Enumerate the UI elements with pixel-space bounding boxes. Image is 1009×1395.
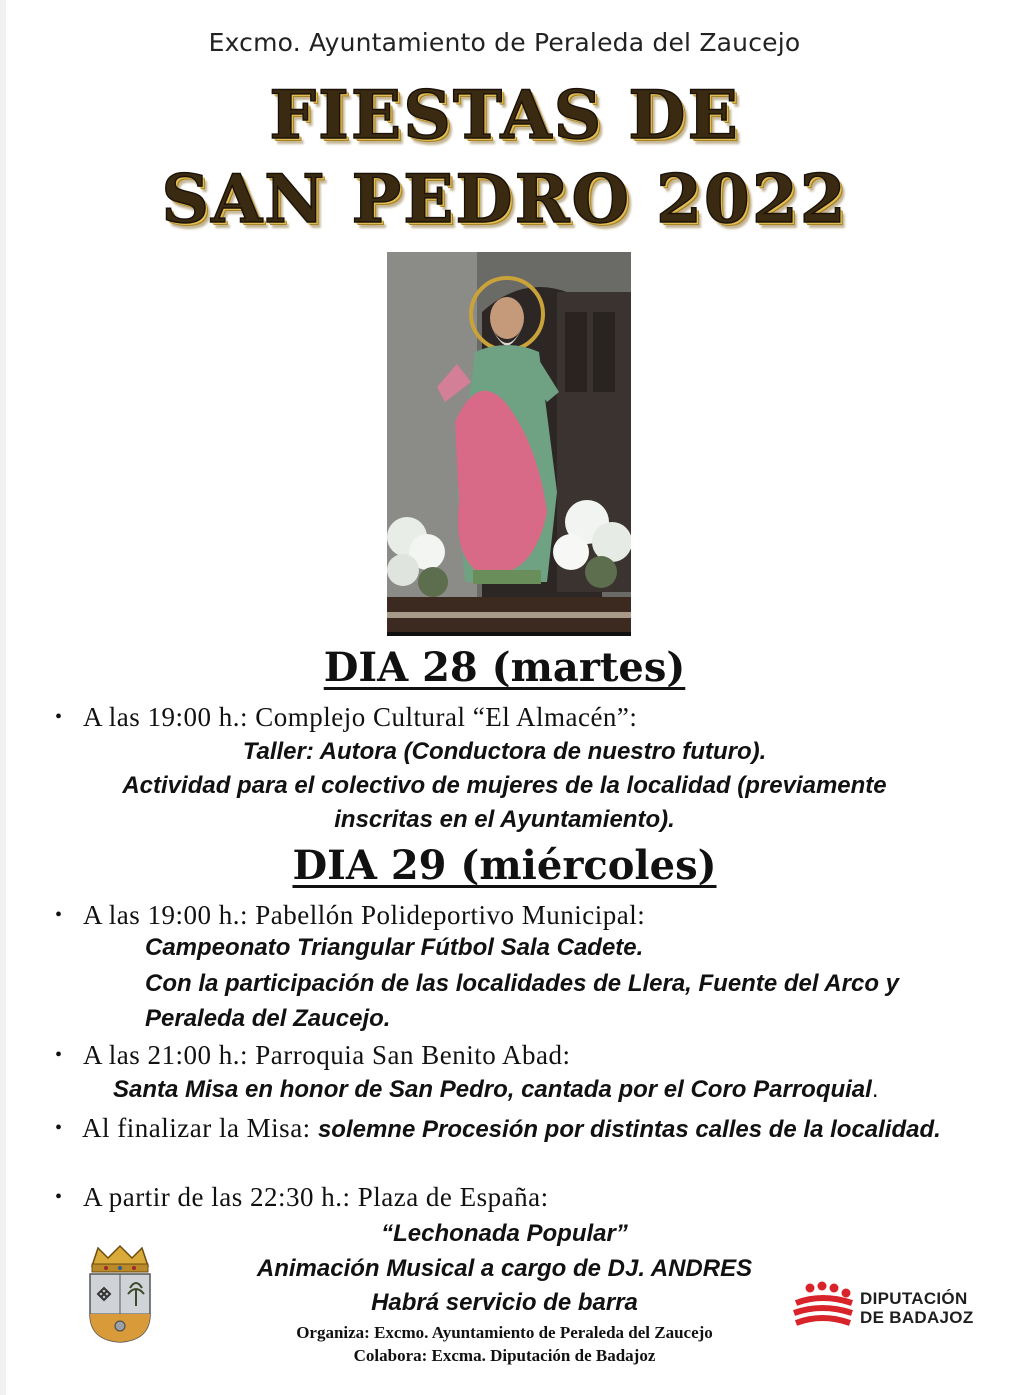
day-29-item — [55, 1040, 975, 1071]
day-29-heading: DIA 29 (miércoles) — [292, 842, 717, 889]
event-detail: Habrá servicio de barra — [371, 1289, 638, 1316]
event-detail: Santa Misa en honor de San Pedro, cantada por el Coro Parroquial. — [113, 1076, 879, 1103]
photo-underline — [387, 632, 631, 636]
organizer-credit: Organiza: Excmo. Ayuntamiento de Peraleda del Zaucejo — [296, 1323, 713, 1342]
event-time-location: A las 19:00 h.: Complejo Cultural “El Almacén”: — [83, 702, 638, 732]
day-29-item — [55, 1182, 975, 1213]
event-detail: Animación Musical a cargo de DJ. ANDRES — [256, 1255, 753, 1282]
diputacion-name-line-2: DE BADAJOZ — [860, 1308, 974, 1327]
event-detail: Peraleda del Zaucejo. — [145, 1005, 391, 1032]
day-29-item — [55, 900, 975, 931]
event-detail: solemne Procesión por distintas calles de la localidad. — [317, 1116, 941, 1143]
event-detail: Taller: Autora (Conductora de nuestro futuro). — [242, 738, 767, 765]
saint-peter-statue-photo — [387, 252, 631, 632]
bullet-icon: • — [55, 1044, 63, 1066]
statue-image — [387, 252, 631, 632]
event-detail: Con la participación de las localidades de Llera, Fuente del Arco y — [145, 970, 899, 997]
day-28-heading: DIA 28 (martes) — [323, 644, 686, 691]
diputacion-name-line-1: DIPUTACIÓN — [860, 1289, 968, 1308]
event-detail: “Lechonada Popular” — [381, 1220, 628, 1247]
event-time-location: Al finalizar la Misa: — [82, 1113, 311, 1143]
bullet-icon: • — [55, 706, 63, 728]
event-time-location: A las 19:00 h.: Pabellón Polideportivo Municipal: — [83, 900, 646, 930]
municipal-crest-icon — [84, 1244, 156, 1344]
event-detail: Campeonato Triangular Fútbol Sala Cadete. — [145, 934, 644, 961]
day-28-item — [55, 702, 975, 733]
title-line-1: FIESTAS DE — [269, 76, 740, 154]
event-time-location: A partir de las 22:30 h.: Plaza de España: — [83, 1182, 549, 1212]
organizer-header: Excmo. Ayuntamiento de Peraleda del Zaucejo — [208, 28, 801, 57]
event-detail: inscritas en el Ayuntamiento). — [334, 806, 675, 833]
collaborator-credit: Colabora: Excma. Diputación de Badajoz — [353, 1346, 656, 1365]
bullet-icon: • — [55, 1117, 63, 1139]
event-detail: Actividad para el colectivo de mujeres de la localidad (previamente — [122, 772, 887, 799]
day-29-item — [82, 1111, 967, 1147]
event-time-location: A las 21:00 h.: Parroquia San Benito Abad: — [83, 1040, 571, 1070]
title-line-2: SAN PEDRO 2022 — [161, 160, 848, 238]
bullet-icon: • — [55, 1186, 63, 1208]
bullet-icon: • — [55, 904, 63, 926]
